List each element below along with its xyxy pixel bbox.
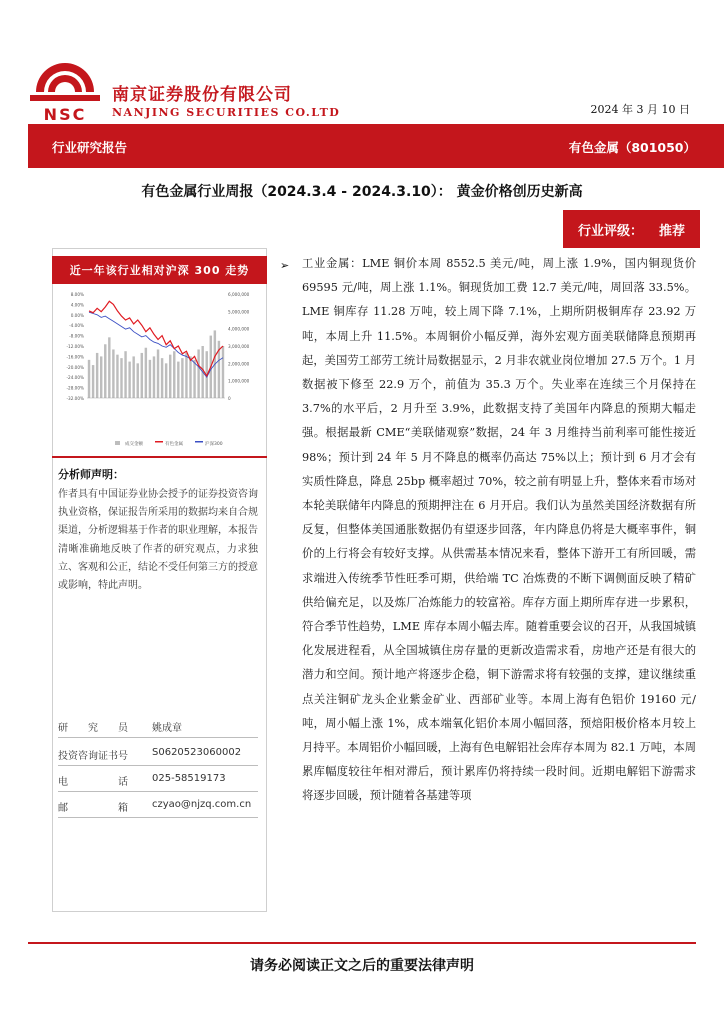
- phone-label: 电 话: [58, 777, 128, 788]
- y-left-tick: -28.00%: [66, 385, 84, 391]
- volume-bar: [128, 362, 130, 398]
- volume-bar: [222, 346, 224, 398]
- legend-swatch: [195, 441, 203, 443]
- volume-bar: [132, 356, 134, 398]
- body-paragraph: 工业金属：LME 铜价本周 8552.5 美元/吨，周上涨 1.9%，国内铜现货价 69595 元/吨，周上涨 1.1%。铜现货加工费 12.7 美元/吨，周回落 33.5%。LME 铜库存 11.28 万吨，较上周下降 7.1%，上期所阴极铜库存 23.92 万吨，本周上升 11.5%。本周铜价小幅反弹，海外宏观方面美联储降息预期再起，美国劳工部劳工统计局数据显示，2 月非农就业岗位增加 27.5 万个。1 月数据被下修至 22.9 万个，前值为 35.3 万个。失业率在连续三个月保持在 3.7%的水平后，2 月升至 3.9%，此数据支持了美国年内降息的预期大幅走强。根据最新 CME“美联储观察”数据，24 年 3 月维持当前利率可能性接近 98%；预计到 24 年 5 月不降息的概率仍高达 75%以上；预计到 6 月才会有实质性降息，降息 25bp 概率超过 70%，较之前有明显上升，整体来看市场对本轮美联储年内降息的预期押注在 6 月开启。我们认为虽然美国经济数据有所反复，但整体美国通胀数据仍有望逐步回落，年内降息仍将是大概率事件，铜价的上行将会有较好支撑。从供需基本情况来看，整体下游开工有所回暖，需求端进入传统季节性旺季可期，供给端 TC 冶炼费的不断下调侧面反映了精矿供给偏充足，以及炼厂冶炼能力的较富裕。库存方面上期所库存进一步累积，符合季节性趋势，LME 库存本周小幅去库。随着重要会议的召开，从我国城镇化发展进程看，从全国城镇住房存量的更新改造需求看，房地产还是有很大的潜力和空间。预计地产将逐步企稳，铜下游需求将有较强的支撑，建议继续重点关注铜矿龙头企业紫金矿业、西部矿业等。本周上海有色铝价 19160 元/吨，周小幅上涨 1%，成本端氧化铝价本周小幅回落，预焙阳极价格本月较上月持平。本周铝价小幅回暖，上海有色电解铝社会库存本周为 82.1 万吨，本周累库幅度较往年相对滞后，预计累库仍将持续一段时间。近期电解铝下游需求将逐步回暖，预计随着各基建等项: [302, 257, 696, 803]
- report-title: 有色金属行业周报（2024.3.4 - 2024.3.10）： 黄金价格创历史新高: [141, 184, 583, 200]
- researcher-name: 姚成章: [152, 723, 182, 734]
- volume-bar: [165, 363, 167, 398]
- y-left-tick: -12.00%: [66, 344, 84, 349]
- volume-bar: [193, 360, 195, 398]
- legend-swatch: [115, 441, 120, 445]
- volume-bar: [173, 351, 175, 398]
- y-right-tick: 4,000,000: [228, 326, 250, 332]
- license-number: S0620523060002: [152, 747, 242, 758]
- volume-bar: [120, 358, 122, 398]
- volume-bar: [112, 349, 114, 398]
- volume-bar: [189, 356, 191, 398]
- y-left-tick: -8.00%: [69, 333, 84, 339]
- volume-bar: [153, 356, 155, 398]
- legal-notice: 请务必阅读正文之后的重要法律声明: [250, 958, 474, 974]
- phone-row: [58, 770, 258, 792]
- volume-bar: [141, 353, 143, 398]
- nsc-logo: [28, 58, 102, 124]
- y-right-tick: 2,000,000: [228, 361, 250, 367]
- legend-label: 有色金属: [165, 442, 183, 447]
- phone-number: 025-58519173: [152, 773, 226, 784]
- license-label: 投资咨询证书号: [58, 751, 128, 762]
- legend-label: 沪深300: [205, 442, 223, 447]
- rating-value: 推荐: [659, 223, 686, 239]
- y-right-tick: 5,000,000: [228, 309, 250, 315]
- email-label: 邮 箱: [58, 803, 128, 814]
- y-left-tick: -24.00%: [66, 375, 84, 381]
- company-name-en: NANJING SECURITIES CO.LTD: [112, 106, 341, 119]
- volume-bar: [149, 360, 151, 398]
- analyst-statement-text: 作者具有中国证券业协会授予的证券投资咨询执业资格，保证报告所采用的数据均来自合规渠道，分析逻辑基于作者的职业理解，本报告清晰准确地反映了作者的研究观点，力求独立、客观和公正，结论不受任何第三方的授意或影响，特此声明。: [58, 489, 258, 592]
- volume-bar: [157, 349, 159, 398]
- y-right-tick: 1,000,000: [228, 378, 250, 384]
- volume-bar: [124, 351, 126, 398]
- email-row: [58, 796, 258, 818]
- logo-text: NSC: [43, 105, 87, 124]
- y-right-tick: 3,000,000: [228, 344, 250, 349]
- volume-bar: [108, 337, 110, 398]
- company-name-cn: 南京证券股份有限公司: [112, 85, 292, 105]
- y-right-tick: 0: [228, 396, 231, 401]
- volume-bar: [181, 358, 183, 398]
- volume-bar: [92, 365, 94, 398]
- logo-bar: [30, 95, 100, 101]
- volume-bar: [116, 355, 118, 398]
- researcher-row: [58, 716, 258, 738]
- logo-arc-mid: [48, 75, 82, 92]
- volume-bar: [177, 362, 179, 398]
- y-left-tick: -16.00%: [66, 354, 84, 360]
- footer-divider: [28, 942, 696, 944]
- volume-bar: [145, 348, 147, 398]
- volume-bar: [100, 356, 102, 398]
- volume-bar: [88, 360, 90, 398]
- relative-performance-chart: [53, 286, 266, 450]
- report-type: 行业研究报告: [52, 140, 128, 155]
- volume-bar: [169, 355, 171, 398]
- volume-bar: [197, 349, 199, 398]
- y-left-tick: -32.00%: [66, 396, 84, 401]
- y-right-tick: 6,000,000: [228, 292, 250, 297]
- header-band: [28, 124, 724, 168]
- legend-swatch: [155, 441, 163, 443]
- y-left-tick: 4.00%: [70, 302, 84, 308]
- y-left-tick: 8.00%: [70, 292, 84, 297]
- industry-rating: [563, 210, 700, 248]
- volume-bar: [137, 363, 139, 398]
- rating-label: 行业评级：: [577, 223, 643, 239]
- license-row: [58, 744, 258, 766]
- industry-code: 有色金属（801050）: [568, 140, 696, 155]
- email-address[interactable]: czyao@njzq.com.cn: [152, 799, 252, 810]
- analyst-statement-title: 分析师声明：: [58, 468, 124, 481]
- report-date: 2024 年 3 月 10 日: [590, 103, 690, 116]
- chart-banner: 近一年该行业相对沪深 300 走势: [52, 256, 267, 284]
- y-left-tick: -20.00%: [66, 364, 84, 370]
- y-left-tick: -4.00%: [69, 323, 84, 329]
- chart-divider: [52, 456, 267, 458]
- volume-bar: [185, 353, 187, 398]
- volume-bar: [161, 358, 163, 398]
- researcher-label: 研 究 员: [58, 723, 128, 734]
- bullet-icon: ➢: [280, 259, 290, 272]
- legend-label: 成交金额: [125, 442, 143, 447]
- volume-bar: [96, 353, 98, 398]
- y-left-tick: 0.00%: [70, 312, 84, 318]
- volume-bar: [104, 344, 106, 398]
